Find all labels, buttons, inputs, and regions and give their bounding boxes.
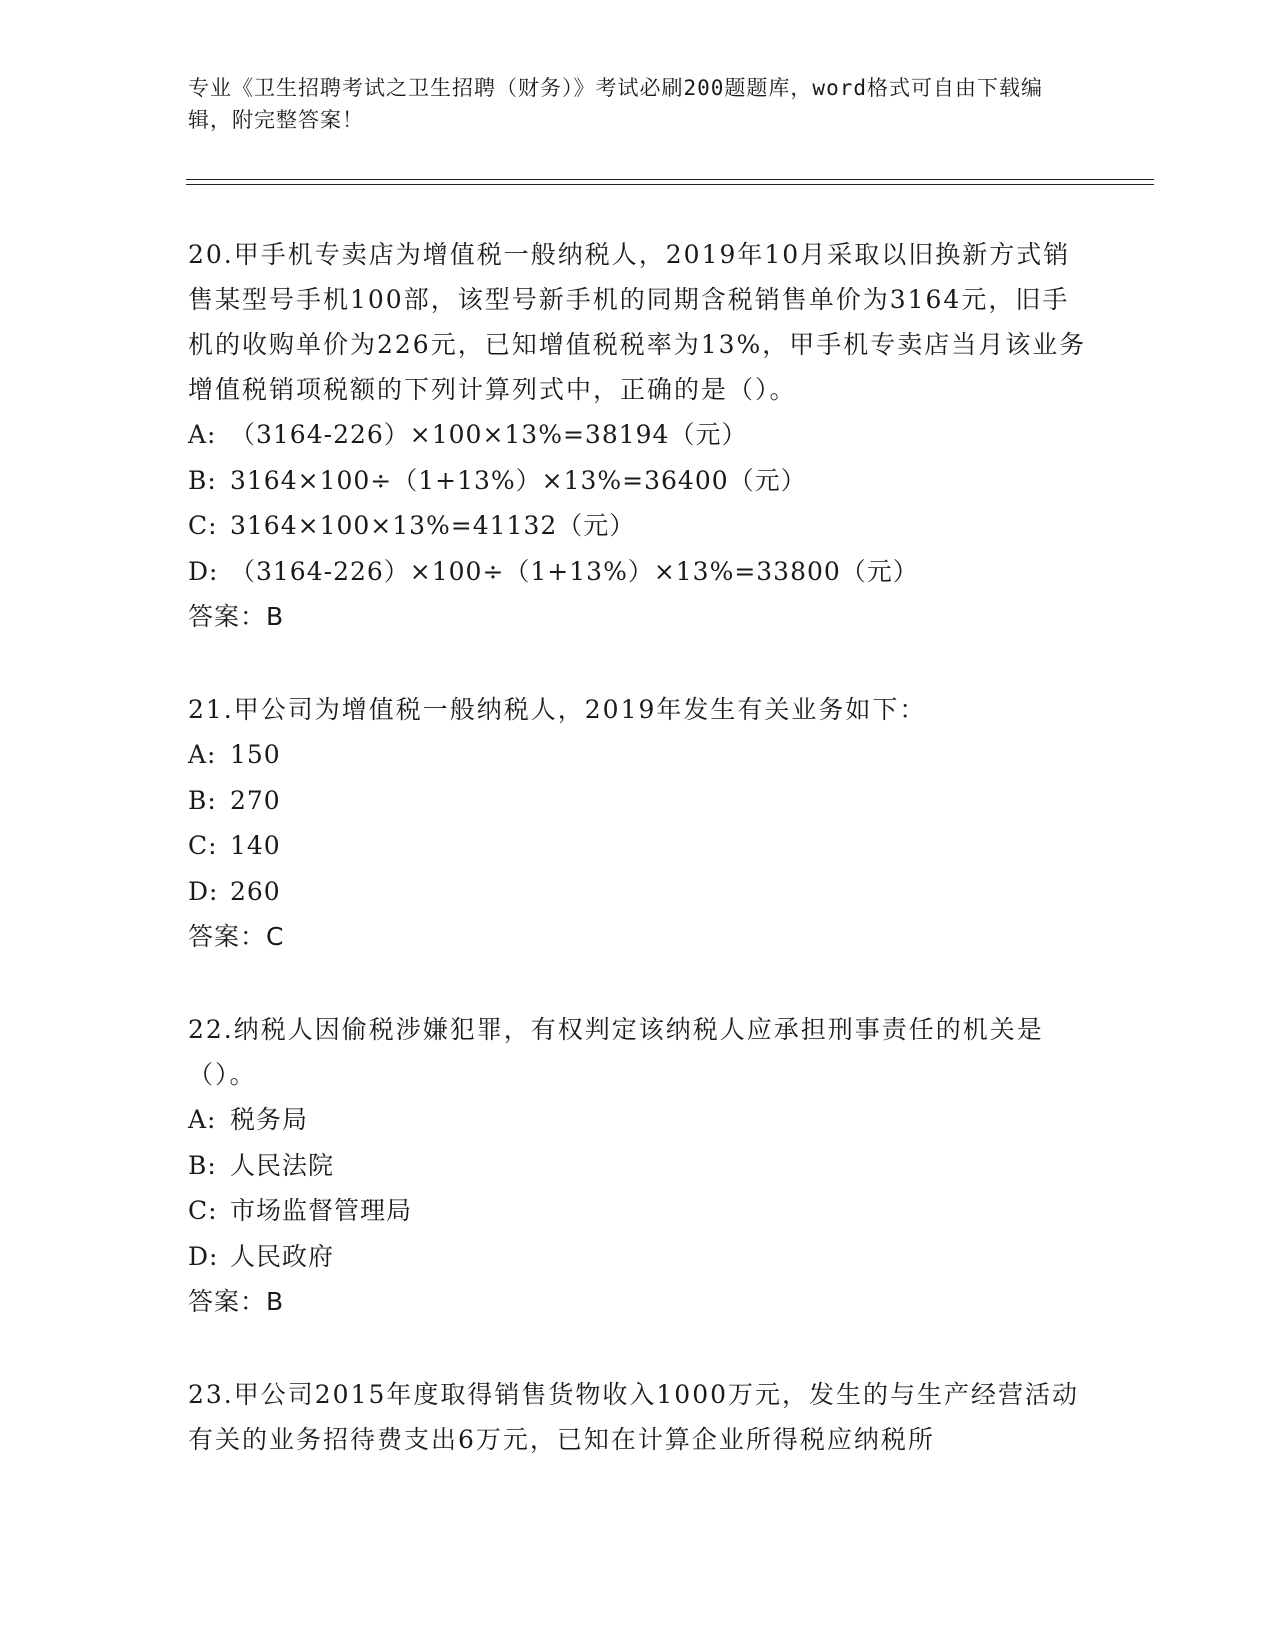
question-21 [188,687,1088,959]
option-d [188,1234,1088,1280]
option-d [188,549,1088,595]
option-label: C: [188,511,218,540]
option-label: B: [188,785,217,815]
option-label: D: [188,876,219,906]
option-a [188,412,1088,458]
option-text: 人民政府 [230,1241,335,1271]
option-c [188,1188,1088,1234]
header-rule-top [186,179,1154,180]
option-text: （3164-226）×100÷（1+13%）×13%=33800（元） [230,556,919,586]
option-b [188,778,1088,824]
option-text: 140 [230,831,281,860]
option-d [188,869,1088,915]
answer: 答案：C [188,922,285,951]
option-text: 市场监督管理局 [230,1196,413,1225]
question-text: 23.甲公司2015年度取得销售货物收入1000万元，发生的与生产经营活动有关的业务招待费支出6万元，已知在计算企业所得税应纳税所 [188,1380,1080,1454]
option-b [188,458,1088,504]
option-label: A: [188,420,217,449]
question-list [188,232,1088,1510]
option-text: 150 [230,740,281,769]
question-23 [188,1372,1088,1462]
option-b [188,1143,1088,1189]
question-20 [188,232,1088,639]
option-text: 3164×100÷（1+13%）×13%=36400（元） [230,465,807,495]
question-22 [188,1007,1088,1324]
question-text: 22.纳税人因偷税涉嫌犯罪，有权判定该纳税人应承担刑事责任的机关是（）。 [188,1015,1044,1089]
option-c [188,503,1088,549]
option-a [188,1097,1088,1143]
option-label: C: [188,831,218,860]
option-label: A: [188,1105,217,1134]
option-text: 260 [230,876,281,906]
answer: 答案：B [188,602,285,631]
option-label: B: [188,465,217,495]
option-text: 税务局 [230,1105,309,1134]
header-rule-bottom [186,184,1154,185]
answer: 答案：B [188,1287,285,1316]
option-a [188,732,1088,778]
question-text: 20.甲手机专卖店为增值税一般纳税人，2019年10月采取以旧换新方式销售某型号手机100部，该型号新手机的同期含税销售单价为3164元，旧手机的收购单价为226元，已知增值税税率为13%，甲手机专卖店当月该业务增值税销项税额的下列计算列式中，正确的是（）。 [188,240,1087,404]
option-text: （3164-226）×100×13%=38194（元） [230,420,748,449]
option-text: 人民法院 [230,1150,335,1180]
option-label: B: [188,1150,217,1180]
option-label: D: [188,556,219,586]
option-text: 270 [230,785,281,815]
option-c [188,823,1088,869]
document-header: 专业《卫生招聘考试之卫生招聘（财务）》考试必刷200题题库，word格式可自由下载编辑，附完整答案！ [188,76,1043,132]
option-text: 3164×100×13%=41132（元） [230,511,636,540]
option-label: C: [188,1196,218,1225]
option-label: D: [188,1241,219,1271]
option-label: A: [188,740,217,769]
question-text: 21.甲公司为增值税一般纳税人，2019年发生有关业务如下： [188,695,927,724]
